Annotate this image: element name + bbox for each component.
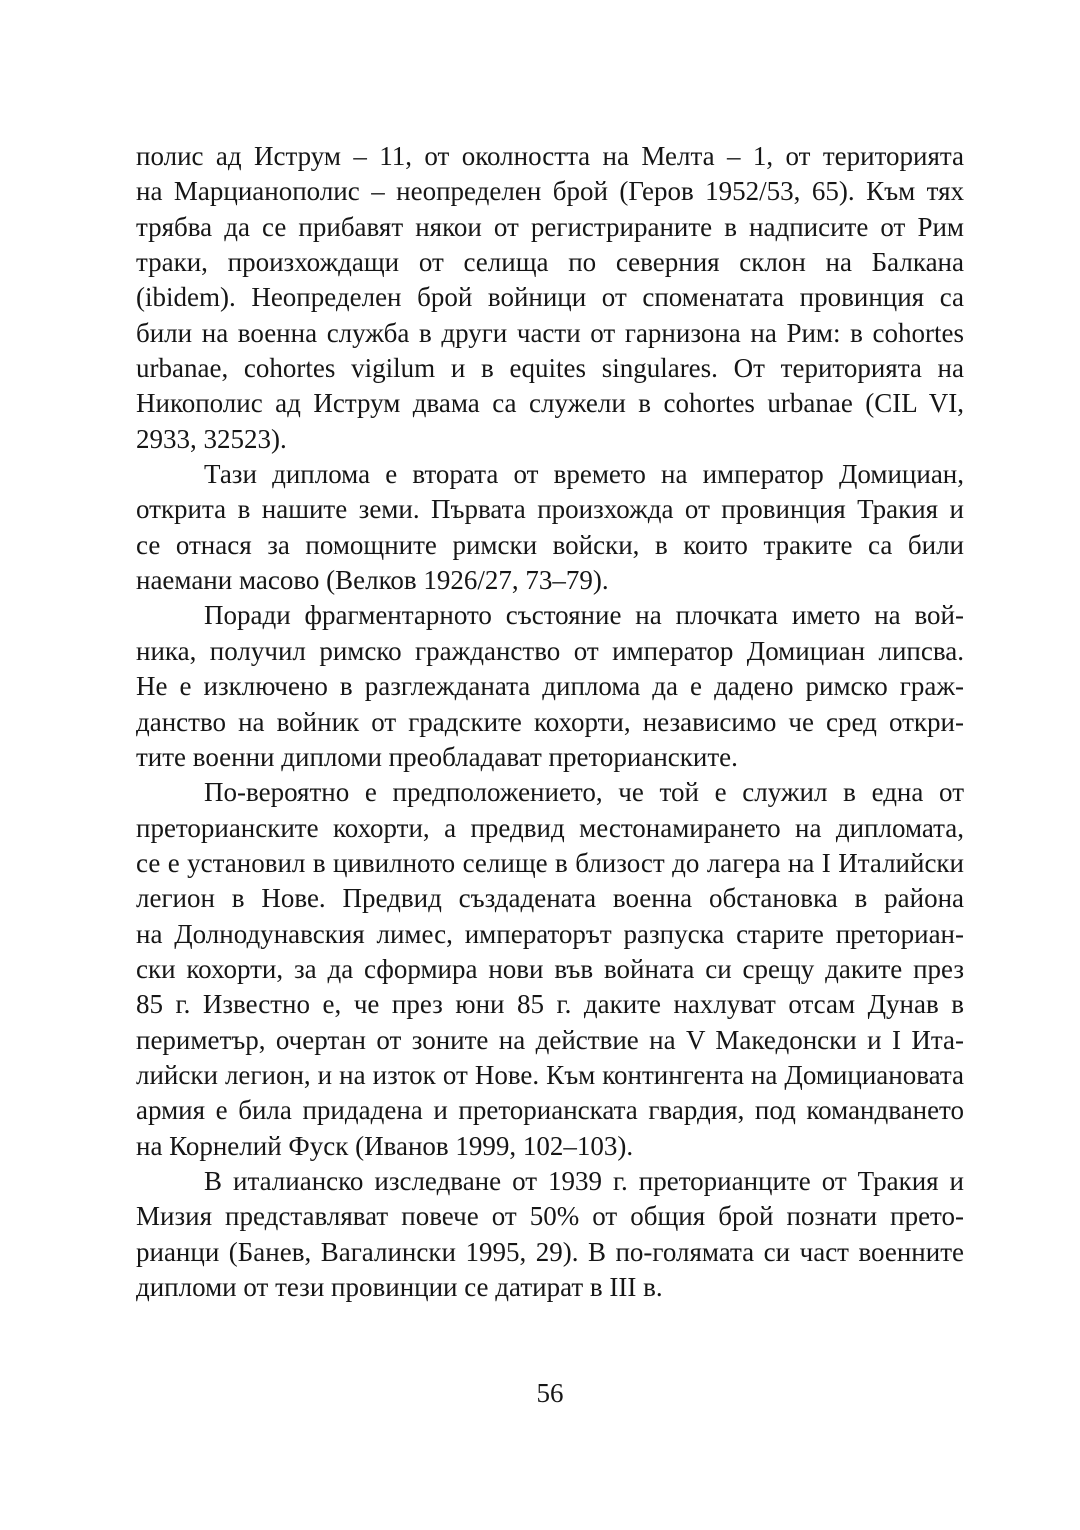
text-line: 85 г. Известно е, че през юни 85 г. даките нахлуват отсам Дунав в xyxy=(136,989,964,1020)
text-line: полис ад Иструм – 11, от околността на Мелта – 1, от територията xyxy=(136,141,964,171)
text-line: (ibidem). Неопределен брой войници от споменатата провинция са xyxy=(136,282,964,313)
text-line: дипломи от тези провинции се датират в III в. xyxy=(136,1272,663,1302)
text-line: рианци (Банев, Вагалински 1995, 29). В по-голямата си част военните xyxy=(136,1236,964,1267)
text-line: 2933, 32523). xyxy=(136,423,287,454)
text-line: Мизия представляват повече от 50% от общия брой познати прето- xyxy=(136,1201,964,1232)
text-line: преторианските кохорти, а предвид местонамирането на дипломата, xyxy=(136,812,964,843)
text-line: легион в Нове. Предвид създадената военна обстановка в района xyxy=(136,883,964,914)
text-line: Не е изключено в разглежданата диплома да е дадено римско граж- xyxy=(136,671,964,702)
text-line: Тази диплома е втората от времето на император Домициан, xyxy=(204,459,964,490)
text-line: на Корнелий Фуск (Иванов 1999, 102–103). xyxy=(136,1130,634,1161)
text-line: ника, получил римско гражданство от император Домициан липсва. xyxy=(136,635,964,666)
text-line: Никополис ад Иструм двама са служели в cohortes urbanae (CIL VI, xyxy=(136,388,964,419)
text-line: По-вероятно е предположението, че той е служил в една от xyxy=(204,777,964,808)
page-number: 56 xyxy=(536,1378,564,1408)
text-line: се е установил в цивилното селище в близост до лагера на I Италийски xyxy=(136,847,964,878)
text-line: се отнася за помощните римски войски, в които траките са били xyxy=(136,529,964,560)
text-line: открита в нашите земи. Първата произхожда от провинция Тракия и xyxy=(136,494,964,525)
text-line: urbanae, cohortes vigilum и в equites singulares. От територията на xyxy=(136,353,964,384)
text-line: наемани масово (Велков 1926/27, 73–79). xyxy=(136,565,609,596)
text-line: Поради фрагментарното състояние на плочката името на вой- xyxy=(204,600,964,631)
text-line: на Марцианополис – неопределен брой (Геров 1952/53, 65). Към тях xyxy=(136,176,964,207)
text-line: на Долнодунавския лимес, императорът разпуска старите преториан- xyxy=(136,918,964,949)
text-line: данство на войник от градските кохорти, независимо че сред откри- xyxy=(136,706,964,737)
text-line: трябва да се прибавят някои от регистрираните в надписите от Рим xyxy=(136,211,964,242)
text-line: тите военни дипломи преобладават преторианските. xyxy=(136,741,738,772)
text-line: армия е била придадена и преторианската гвардия, под командването xyxy=(136,1095,964,1126)
text-line: били на военна служба в други части от гарнизона на Рим: в cohortes xyxy=(136,317,964,348)
text-line: лийски легион, и на изток от Нове. Към контингента на Домициановата xyxy=(136,1059,964,1090)
text-line: периметър, очертан от зоните на действие на V Македонски и I Ита- xyxy=(136,1024,964,1055)
text-block xyxy=(136,139,964,1305)
text-line: траки, произхождащи от селища по северния склон на Балкана xyxy=(136,247,964,278)
text-line: ски кохорти, за да сформира нови във войната си срещу даките през xyxy=(136,953,964,984)
text-line: В италианско изследване от 1939 г. преторианците от Тракия и xyxy=(204,1165,964,1196)
